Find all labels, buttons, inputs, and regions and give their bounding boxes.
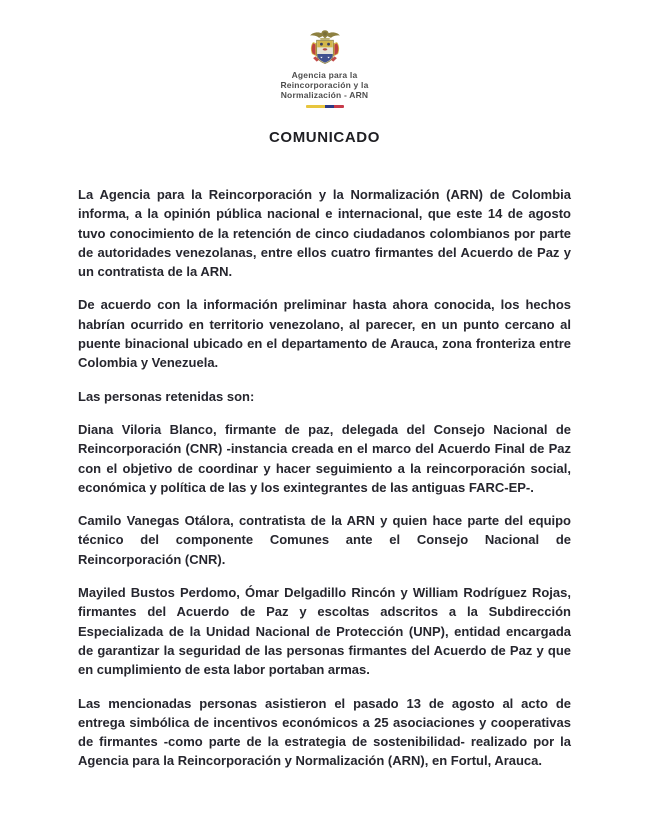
colombia-flag-divider — [306, 105, 344, 108]
paragraph-evento-fortul: Las mencionadas personas asistieron el pasado 13 de agosto al acto de entrega simbólica de incentivos económicos a 25 asociaciones y cooperativas de firmantes -como parte de la estrategia de sostenibilidad- realizado por la Agencia para la Reincorporación y Normalización (ARN), en Fortul, Arauca. — [78, 695, 571, 769]
paragraph-diana-viloria: Diana Viloria Blanco, firmante de paz, delegada del Consejo Nacional de Reincorporación (CNR) -instancia creada en el marco del Acuerdo Final de Paz con el objetivo de coordinar y hacer seguimiento a la reincorporación social, económica y política de las y los exintegrantes de las antiguas FARC-EP-. — [78, 421, 571, 495]
institution-name-line-3: Normalización - ARN — [280, 90, 369, 100]
institution-name-line-1: Agencia para la — [291, 70, 358, 80]
paragraph-camilo-vanegas: Camilo Vanegas Otálora, contratista de la ARN y quien hace parte del equipo técnico del componente Comunes ante el Consejo Nacional de Reincorporación (CNR). — [78, 513, 571, 567]
paragraph-detained-lead-in: Las personas retenidas son: — [78, 388, 255, 404]
institution-header — [0, 0, 649, 108]
flag-yellow-segment — [306, 105, 325, 108]
paragraph-intro: La Agencia para la Reincorporación y la Normalización (ARN) de Colombia informa, a la opinión pública nacional e internacional, que este 14 de agosto tuvo conocimiento de la retención de cinco ciudadanos colombianos por parte de autoridades venezolanas, entre ellos cuatro firmantes del Acuerdo de Paz y un contratista de la ARN. — [78, 187, 571, 280]
colombia-coat-of-arms-icon — [307, 29, 343, 67]
flag-blue-segment — [325, 105, 335, 108]
paragraph-preliminary-info: De acuerdo con la información preliminar hasta ahora conocida, los hechos habrían ocurrido en territorio venezolano, al parecer, en un punto cercano al puente binacional ubicado en el departamento de Arauca, zona fronteriza entre Colombia y Venezuela. — [78, 297, 571, 371]
flag-red-segment — [334, 105, 344, 108]
institution-name — [0, 70, 649, 100]
paragraph-escoltas-unp: Mayiled Bustos Perdomo, Ómar Delgadillo Rincón y William Rodríguez Rojas, firmantes del Acuerdo de Paz y escoltas adscritos a la Subdirección Especializada de la Unidad Nacional de Protección (UNP), entidad encargada de garantizar la seguridad de las personas firmantes del Acuerdo de Paz y que en cumplimiento de esta labor portaban armas. — [78, 585, 571, 678]
document-body — [78, 146, 571, 771]
document-title: COMUNICADO — [269, 129, 380, 146]
institution-name-line-2: Reincorporación y la — [280, 80, 369, 90]
